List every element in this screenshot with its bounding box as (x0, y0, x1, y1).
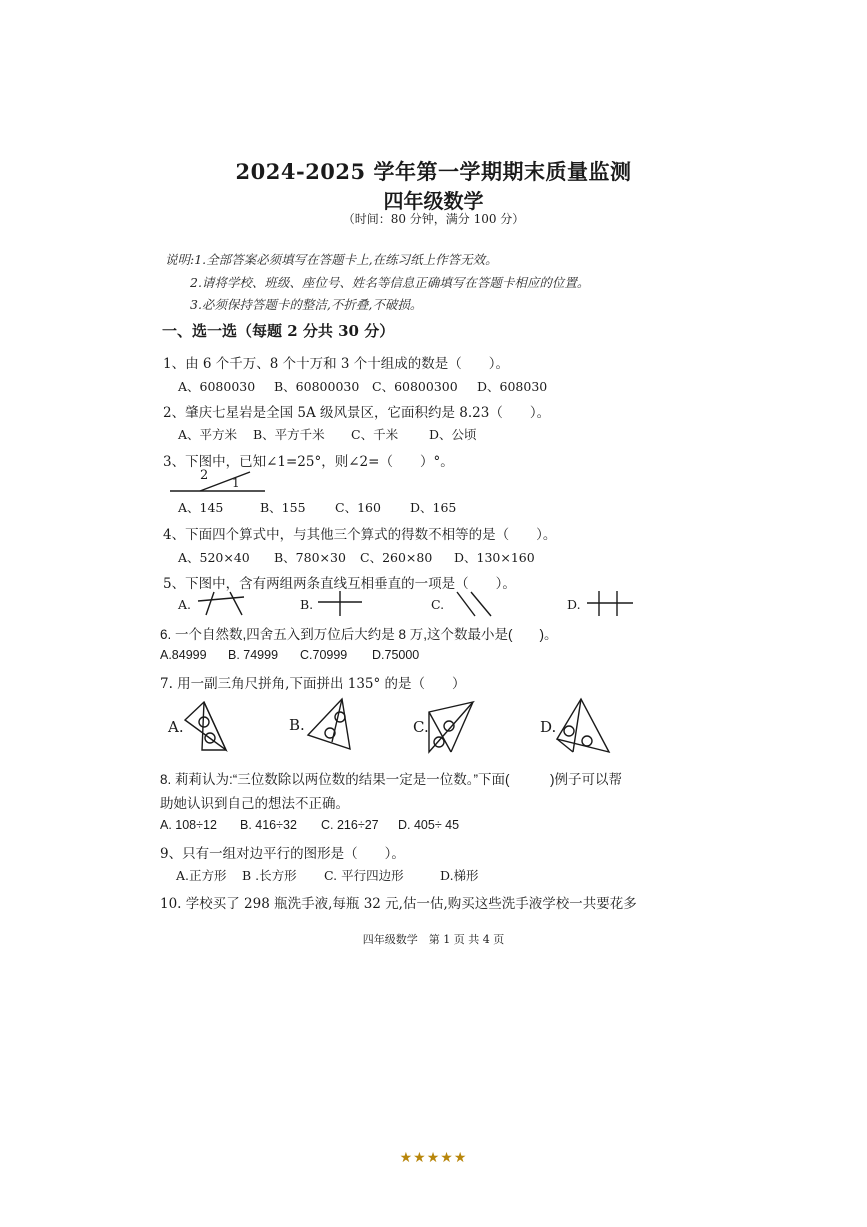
option-a[interactable]: A、平方米 (178, 427, 238, 442)
question-10: 10. 学校买了 298 瓶洗手液,每瓶 32 元,估一估,购买这些洗手液学校一共要花多 (160, 896, 637, 912)
option-d-figure (587, 591, 635, 617)
question-6: 6. 一个自然数,四舍五入到万位后大约是 8 万,这个数最小是( )。 (160, 627, 558, 642)
option-b[interactable]: B、155 (260, 500, 306, 515)
option-d-triangles (555, 697, 613, 755)
star-decoration: ★★★★★ (399, 1150, 468, 1166)
option-d[interactable]: D. (540, 718, 557, 736)
angle-1-label: 1 (232, 476, 240, 490)
option-b[interactable]: B、平方千米 (253, 427, 325, 442)
question-5: 5、下图中，含有两组两条直线互相垂直的一项是（ ）。 (163, 576, 516, 592)
page-footer: 四年级数学 第 1 页 共 4 页 (362, 933, 505, 946)
section-heading: 一、选一选（每题 2 分共 30 分） (162, 322, 395, 340)
option-a[interactable]: A. (168, 718, 184, 736)
option-d[interactable]: D、608030 (477, 379, 548, 394)
option-d[interactable]: D.75000 (372, 648, 420, 662)
option-d[interactable]: D、165 (410, 500, 457, 515)
note-line-2: 2.请将学校、班级、座位号、姓名等信息正确填写在答题卡相应的位置。 (190, 275, 590, 290)
option-a[interactable]: A、520×40 (178, 550, 250, 565)
option-a[interactable]: A.84999 (160, 648, 207, 662)
option-c[interactable]: C、60800300 (372, 379, 458, 394)
option-d[interactable]: D、公顷 (429, 427, 477, 442)
question-4: 4、下面四个算式中，与其他三个算式的得数不相等的是（ ）。 (163, 527, 557, 543)
question-4-options (178, 548, 535, 566)
option-d[interactable]: D. 405÷ 45 (398, 818, 460, 832)
option-b-triangles (306, 697, 356, 755)
option-d[interactable]: D.梯形 (440, 868, 479, 883)
option-c[interactable]: C. (431, 597, 445, 612)
question-6-options (160, 648, 419, 662)
option-a-figure (196, 591, 248, 617)
exam-title: 2024-2025 学年第一学期期末质量监测 (235, 159, 632, 184)
question-2: 2、肇庆七星岩是全国 5A 级风景区，它面积约是 8.23（ ）。 (163, 405, 551, 421)
exam-time-note: （时间：80 分钟，满分 100 分） (342, 212, 525, 226)
question-1: 1、由 6 个千万、8 个十万和 3 个十组成的数是（ ）。 (163, 356, 510, 372)
option-d[interactable]: D. (567, 597, 581, 612)
option-c[interactable]: C、260×80 (360, 550, 433, 565)
option-a[interactable]: A、145 (178, 500, 224, 515)
option-c[interactable]: C、千米 (351, 427, 399, 442)
option-b[interactable]: B、780×30 (274, 550, 346, 565)
option-c[interactable]: C. (413, 718, 429, 736)
option-c[interactable]: C.70999 (300, 648, 348, 662)
option-c-triangles (427, 700, 477, 755)
option-b[interactable]: B. (289, 716, 305, 734)
angle-2-label: 2 (200, 468, 209, 483)
question-7: 7. 用一副三角尺拼角,下面拼出 135° 的是（ ） (160, 676, 466, 692)
option-b-figure (318, 591, 364, 617)
question-2-options (178, 425, 477, 443)
option-c[interactable]: C. 平行四边形 (324, 868, 404, 883)
option-b[interactable]: B. (300, 597, 314, 612)
option-b[interactable]: B .长方形 (242, 868, 297, 883)
question-9-options (176, 866, 479, 884)
question-3-options (178, 498, 456, 516)
option-b[interactable]: B. 416÷32 (240, 818, 297, 832)
option-a[interactable]: A、6080030 (178, 379, 256, 394)
option-c-figure (455, 590, 495, 618)
question-3: 3、下图中，已知∠1=25°，则∠2=（ ）°。 (163, 454, 454, 470)
option-a-triangles (182, 700, 232, 755)
question-9: 9、只有一组对边平行的图形是（ ）。 (160, 846, 405, 862)
option-d[interactable]: D、130×160 (454, 550, 535, 565)
option-a[interactable]: A. (178, 597, 192, 612)
option-a[interactable]: A.正方形 (176, 868, 227, 883)
note-line-1: 说明:1.全部答案必须填写在答题卡上,在练习纸上作答无效。 (165, 252, 498, 267)
option-c[interactable]: C. 216÷27 (321, 818, 379, 832)
option-a[interactable]: A. 108÷12 (160, 818, 217, 832)
question-8-options (160, 818, 459, 832)
angle-figure (170, 470, 270, 494)
option-b[interactable]: B、60800030 (274, 379, 360, 394)
option-c[interactable]: C、160 (335, 500, 381, 515)
question-1-options (178, 377, 547, 395)
option-b[interactable]: B. 74999 (228, 648, 279, 662)
question-8-continued: 助她认识到自己的想法不正确。 (160, 796, 349, 811)
note-line-3: 3.必须保持答题卡的整洁,不折叠,不破损。 (190, 297, 423, 312)
question-8: 8. 莉莉认为:“三位数除以两位数的结果一定是一位数。”下面( )例子可以帮 (160, 772, 622, 787)
exam-subject: 四年级数学 (383, 189, 484, 213)
